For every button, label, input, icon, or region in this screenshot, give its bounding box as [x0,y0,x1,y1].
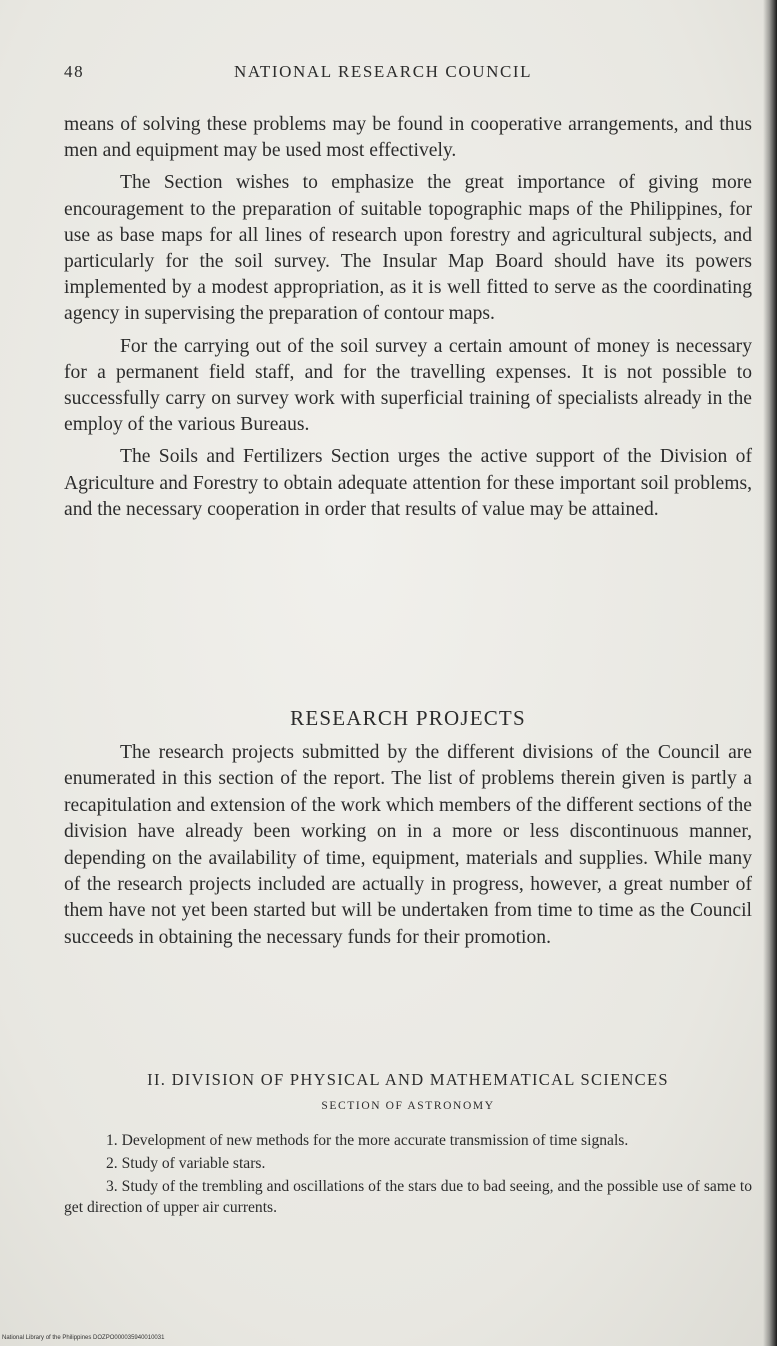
list-item: 2. Study of variable stars. [106,1155,266,1172]
paragraph-continuation: means of solving these problems may be found in cooperative arrangements, and thus men and equipment may be used most effectively. [64,114,752,162]
subsection-title: SECTION OF ASTRONOMY [321,1100,495,1112]
research-projects-text [64,740,752,951]
list-item: 1. Development of new methods for the more accurate transmission of time signals. [106,1132,629,1149]
research-item-list [64,1130,752,1220]
paragraph-topographic-maps: The Section wishes to emphasize the great importance of giving more encouragement to the preparation of suitable topographic maps of the Philippines, for use as base maps for all lines of research upon forestry and agricultural subjects, and particularly for the soil survey. The Insular Map Board should have its powers implemented by a modest appropriation, as it is well fitted to serve as the coordinating agency in supervising the preparation of contour maps. [64,172,752,325]
paragraph-soils-section: The Soils and Fertilizers Section urges the active support of the Division of Agriculture and Forestry to obtain adequate attention for these important soil problems, and the necessary cooperation in order that results of value may be attained. [64,446,752,520]
page-spine-shadow [763,0,777,1346]
page-header [64,62,744,92]
paragraph-soil-survey: For the carrying out of the soil survey a certain amount of money is necessary for a permanent field staff, and for the travelling expenses. It is not possible to successfully carry on survey work with superficial training of specialists already in the employ of the various Bureaus. [64,335,752,436]
running-head: NATIONAL RESEARCH COUNCIL [234,62,533,81]
list-item: 3. Study of the trembling and oscillations of the stars due to bad seeing, and the possible use of same to get direction of upper air currents. [64,1178,752,1216]
section-title-research-projects: RESEARCH PROJECTS [290,706,526,730]
page-number: 48 [64,62,85,81]
body-text [64,112,752,523]
footer-watermark: National Library of the Philippines DOZPO000035940010031 [2,1335,165,1341]
division-title: II. DIVISION OF PHYSICAL AND MATHEMATICAL SCIENCES [147,1070,669,1089]
paragraph-research-projects: The research projects submitted by the different divisions of the Council are enumerated in this section of the report. The list of problems therein given is partly a recapitulation and extension of the work which members of the different sections of the division have already been working on in a more or less discontinuous manner, depending on the availability of time, equipment, materials and supplies. While many of the research projects included are actually in progress, however, a great number of them have not yet been started but will be undertaken from time to time as the Council succeeds in obtaining the necessary funds for their promotion. [64,742,752,948]
